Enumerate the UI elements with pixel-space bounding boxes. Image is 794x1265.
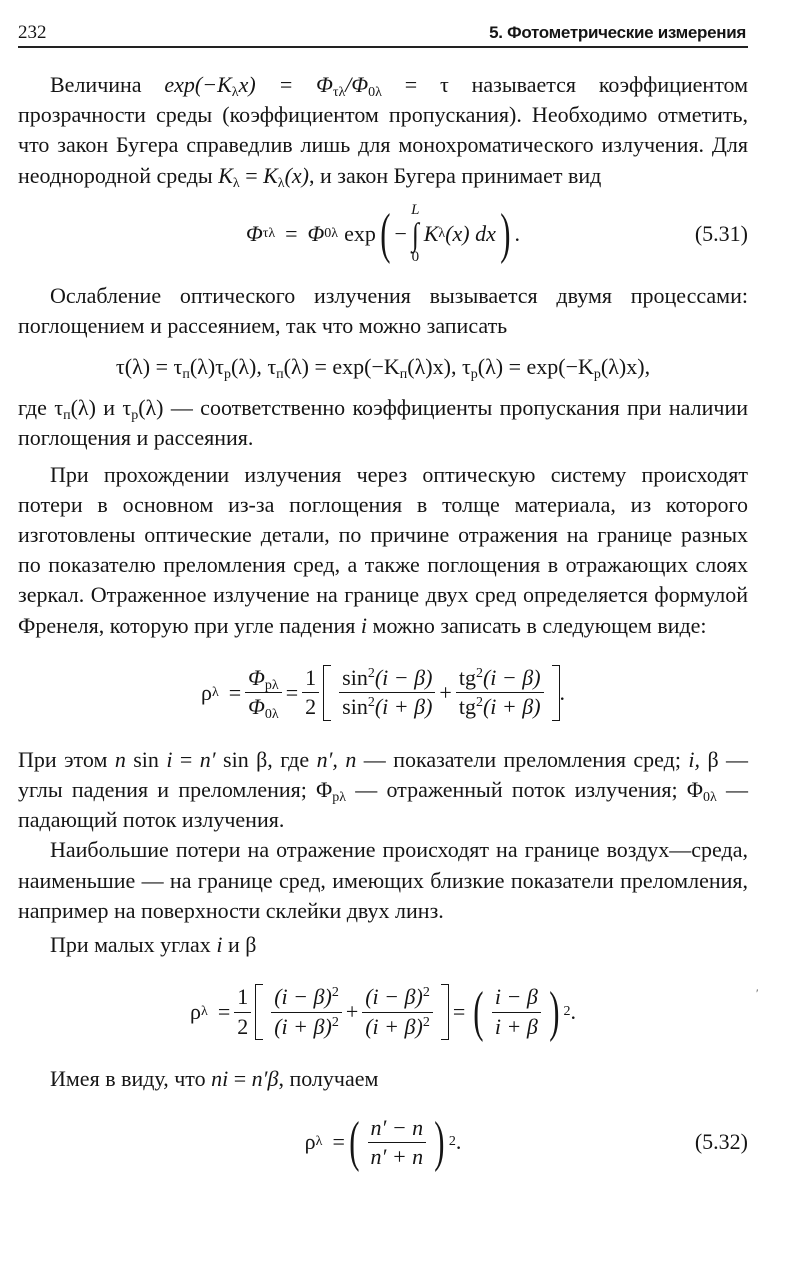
denominator: [456, 693, 544, 720]
equation-body: ρ λ = $\frac{\Phi_{p\lambda}}{\Phi_{0\lambda}}$ = $\frac{1}{2}$ $\frac{\sin^2(i - \beta)}{\sin^2(i + \beta)}$ + $\frac{tg^2(i - \beta)}{tg^2(i + \beta)}$ .: [200, 664, 566, 723]
formula-part: K: [263, 162, 278, 188]
text: можно записать в следующем виде:: [372, 612, 707, 638]
formula-part: .: [514, 220, 521, 246]
subscript: 0λ: [368, 85, 382, 100]
formula-part: (λ)τ: [189, 354, 224, 380]
paragraph-small-angles: [18, 930, 748, 960]
formula-part: .: [455, 1129, 462, 1155]
integral-upper-limit: L: [411, 201, 420, 218]
formula-part: Φ: [248, 664, 265, 690]
formula-part: (i − β): [365, 984, 423, 1010]
text: Величина: [50, 72, 142, 97]
text: — показатели преломления сред;: [363, 746, 681, 772]
formula-part: i: [166, 746, 173, 772]
paragraph-snell: [18, 745, 748, 836]
formula-part: n: [114, 746, 126, 772]
equation-number: (5.31): [694, 220, 748, 246]
formula-part: i,: [688, 746, 700, 772]
formula-part: K: [218, 162, 233, 188]
equation-5-32: [18, 1094, 748, 1190]
formula-part: =: [217, 999, 231, 1025]
fraction-term2: [362, 984, 433, 1040]
fraction-sin: [339, 665, 435, 721]
formula-part: (i − β): [374, 664, 433, 690]
formula-part: (λ)x), τ: [407, 354, 471, 380]
denominator: [339, 693, 435, 720]
formula-part: ρ: [190, 999, 202, 1025]
formula-part: exp(−K: [164, 72, 232, 97]
formula-part: =: [452, 999, 466, 1025]
formula-part: (λ), τ: [231, 354, 277, 380]
page-header: [18, 14, 748, 48]
denominator: 2: [305, 694, 317, 720]
text: β — углы падения и преломления; Φ: [18, 746, 749, 803]
superscript: 2: [475, 665, 483, 681]
formula-part: =: [172, 746, 200, 772]
text: Имея в виду, что: [50, 1066, 206, 1092]
numerator: i − β: [492, 984, 541, 1012]
equation-small-angles: [18, 960, 748, 1064]
subscript: 0λ: [264, 707, 279, 723]
bracket-left: [255, 984, 263, 1040]
subscript: λ: [277, 175, 285, 191]
paragraph-transmittance: [18, 70, 748, 191]
subscript: pλ: [264, 677, 279, 693]
formula-part: =: [228, 1066, 252, 1092]
formula-part: =: [239, 162, 264, 188]
formula-part: +: [345, 999, 359, 1025]
numerator: [456, 665, 544, 693]
equation-tau: [18, 341, 748, 393]
formula-part: sin: [342, 694, 368, 720]
formula-part: .: [559, 679, 566, 705]
text: (λ) и τ: [70, 395, 132, 421]
formula-part: .: [570, 999, 576, 1025]
fraction-ratio: [492, 984, 541, 1040]
paragraph-max-losses: Наибольшие потери на отражение происходят на границе воздух—среда, наименьшие — на границе сред, имеющих близкие показатели преломления, например на поверхности склейки двух линз.: [18, 837, 748, 923]
denominator: n′ + n: [370, 1143, 424, 1169]
subscript: р: [224, 367, 231, 383]
integral-lower-limit: 0: [411, 248, 420, 265]
formula-part: n: [345, 746, 357, 772]
text: (λ) — соответственно коэффициенты пропускания при наличии поглощения и рассеяния.: [18, 395, 748, 451]
paren-left: (: [473, 981, 484, 1044]
formula-part: =: [228, 679, 242, 705]
fraction-term1: [271, 984, 342, 1040]
paren-right: ): [549, 981, 560, 1044]
superscript: 2: [367, 695, 375, 711]
superscript: 2: [422, 985, 430, 1001]
formula-part: tg: [458, 664, 476, 690]
formula-part: K: [423, 220, 439, 246]
formula-part: +: [439, 679, 452, 705]
chapter-title: 5. Фотометрические измерения: [489, 23, 746, 42]
paren-left: (: [380, 202, 391, 265]
formula-part: ni: [211, 1066, 229, 1092]
text: При малых углах: [50, 932, 211, 958]
integral-symbol: ∫: [411, 215, 419, 252]
text: sin β, где: [223, 746, 310, 772]
subscript: р: [593, 367, 601, 383]
formula-part: sin: [133, 746, 159, 772]
subscript: λ: [232, 175, 240, 191]
equation-body: ρ λ = ( $\frac{n' - n}{n' + n}$ ) 2 .: [304, 1111, 462, 1174]
denominator: i + β: [494, 1013, 538, 1039]
formula-inline: [164, 72, 449, 100]
formula-part: (i + β): [365, 1013, 423, 1039]
formula-part: x) = Φ: [238, 72, 333, 97]
formula-part: = τ: [381, 72, 449, 97]
formula-part: (i + β): [482, 694, 541, 720]
formula-part: ρ: [200, 679, 212, 705]
numerator: [339, 665, 435, 693]
formula-part: ρ: [304, 1129, 316, 1155]
paragraph-attenuation: Ослабление оптического излучения вызывается двумя процессами: поглощением и рассеянием, так что можно записать: [18, 282, 748, 339]
page-number: 232: [18, 22, 47, 43]
subscript: п: [182, 367, 190, 383]
formula-part: i: [360, 612, 368, 638]
text: называется коэффициентом прозрачности среды (коэффициентом пропускания). Необходимо отметить, что закон Бугера справедлив лишь для монохроматического излучения. Для неоднородной среды: [18, 72, 749, 188]
subscript: 0λ: [702, 790, 717, 806]
subscript: р: [131, 408, 139, 424]
fraction-tg: [456, 665, 544, 721]
formula-part: −: [394, 220, 407, 246]
bracket-right: [552, 665, 560, 721]
integral-sign: [411, 203, 420, 265]
paragraph-losses: [18, 460, 748, 641]
subscript: τλ: [332, 85, 346, 100]
text: и β: [227, 932, 257, 958]
subscript: п: [276, 367, 284, 383]
text: , получаем: [278, 1066, 379, 1092]
subscript: pλ: [332, 790, 346, 806]
formula-part: =: [285, 220, 298, 246]
equation-body: Φ τλ = Φ 0λ exp ( − L ∫ 0 K λ (x) dx ) .: [245, 201, 521, 265]
formula-part: tg: [458, 694, 476, 720]
numerator: [245, 665, 282, 693]
superscript: 2: [475, 695, 483, 711]
subscript: п: [63, 408, 71, 424]
formula-part: sin: [342, 664, 368, 690]
formula-part: Φ: [307, 220, 325, 246]
formula-part: (i + β): [274, 1013, 332, 1039]
denominator: [271, 1013, 342, 1040]
formula-part: n′: [199, 746, 216, 772]
formula-part: (x): [284, 162, 310, 188]
paragraph-given: [18, 1064, 748, 1094]
paren-right: ): [500, 202, 511, 265]
numerator: [271, 984, 342, 1012]
superscript: 2: [367, 665, 375, 681]
denominator: [362, 1013, 433, 1040]
page-body: [18, 70, 748, 1190]
fraction-refraction: [368, 1115, 427, 1171]
formula-part: (λ) = exp(−K: [477, 354, 594, 380]
formula-part: n′,: [316, 746, 338, 772]
numerator: 1: [234, 984, 251, 1012]
equation-body: [116, 352, 650, 382]
bracket-right: [441, 984, 449, 1040]
numerator: n′ − n: [368, 1115, 427, 1143]
formula-part: exp: [344, 220, 376, 246]
formula-part: i: [216, 932, 223, 958]
fraction-half: [234, 984, 251, 1040]
formula-part: (λ) = exp(−K: [283, 354, 400, 380]
formula-part: (i − β): [274, 984, 332, 1010]
denominator: 2: [237, 1013, 249, 1039]
paren-left: (: [349, 1111, 360, 1174]
subscript: п: [399, 367, 408, 383]
formula-part: (λ)x),: [600, 354, 651, 380]
formula-part: Φ: [245, 220, 263, 246]
text: , и закон Бугера принимает вид: [309, 162, 602, 188]
text: — падающий поток излучения.: [18, 777, 749, 833]
text: — отраженный поток излучения; Φ: [355, 777, 703, 803]
subscript: р: [470, 367, 478, 383]
equation-5-31: [18, 191, 748, 277]
bracket-left: [323, 665, 331, 721]
text: где τ: [18, 395, 64, 421]
formula-part: n′β: [251, 1066, 279, 1092]
paragraph-tau-definition: [18, 393, 748, 453]
numerator: 1: [302, 665, 319, 693]
superscript: 2: [331, 1014, 339, 1030]
formula-part: =: [332, 1129, 345, 1155]
superscript: 2: [422, 1014, 430, 1030]
formula-part: τ(λ) = τ: [115, 354, 183, 380]
text: При прохождении излучения через оптическую систему происходят потери в основном из-за поглощения в толще материала, из которого изготовлены оптические детали, по причине отражения на границе разных по показателю преломления сред, а также поглощения в отражающих слоях зеркал. Отраженное излучение на границе двух сред определяется формулой Френеля, которую при угле падения: [18, 461, 748, 638]
equation-fresnel: [18, 641, 748, 745]
formula-part: =: [285, 679, 299, 705]
fraction-flux-ratio: [245, 665, 282, 721]
superscript: 2: [331, 985, 339, 1001]
formula-part: (x) dx: [445, 220, 496, 246]
denominator: [245, 693, 282, 723]
text: При этом: [18, 746, 108, 772]
formula-part: (i + β): [374, 694, 433, 720]
formula-part: (i − β): [482, 664, 541, 690]
margin-mark: ′: [756, 986, 759, 1000]
subscript: λ: [231, 85, 239, 100]
paren-right: ): [434, 1111, 445, 1174]
fraction-half: [302, 665, 319, 721]
equation-number: (5.32): [694, 1129, 748, 1155]
numerator: [362, 984, 433, 1012]
formula-part: /Φ: [345, 72, 369, 97]
formula-part: Φ: [248, 694, 265, 720]
equation-body: ρ λ = $\frac{1}{2}$ $\frac{(i - \beta)^2}{(i + \beta)^2}$ + $\frac{(i - \beta)^2}{(i + \beta)^2}$ = ( $\frac{i - \beta}{i + \beta}$ ) 2 .: [190, 981, 576, 1044]
